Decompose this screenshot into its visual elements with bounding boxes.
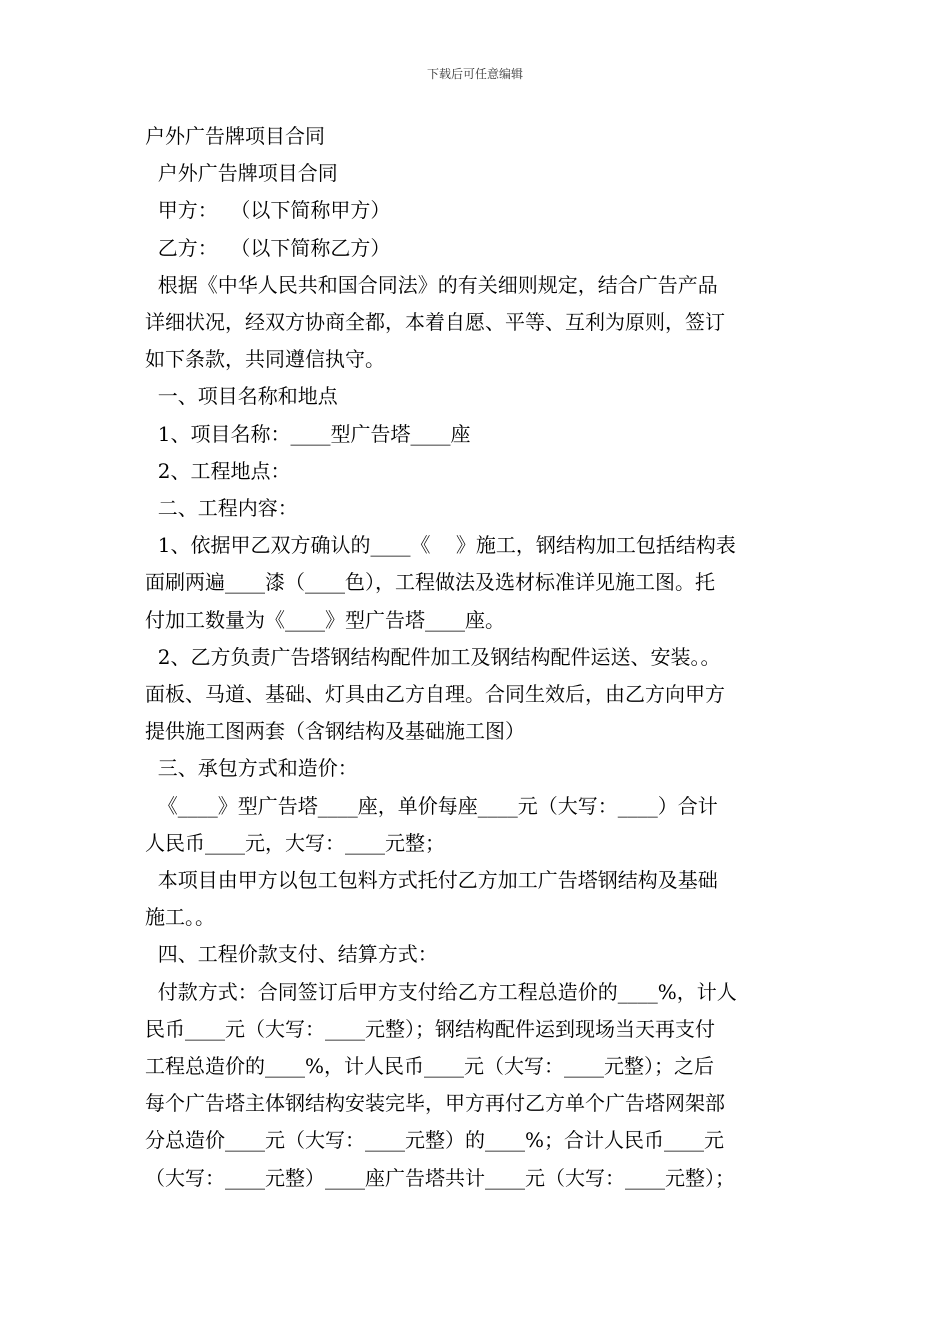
document-body — [145, 118, 810, 1197]
document-line: 1、项目名称：____型广告塔____座 — [145, 421, 471, 446]
document-line: 详细状况，经双方协商全都，本着自愿、平等、互利为原则，签订 — [145, 310, 725, 335]
document-line: 付款方式：合同签订后甲方支付给乙方工程总造价的____%，计人 — [145, 979, 737, 1004]
document-line: 面刷两遍____漆（____色），工程做法及选材标准详见施工图。托 — [145, 570, 715, 595]
document-line: 施工。。 — [145, 905, 215, 930]
document-title: 户外广告牌项目合同 — [145, 124, 325, 148]
document-line: 1、依据甲乙双方确认的____《 》施工，钢结构加工包括结构表 — [145, 533, 736, 558]
document-line: 提供施工图两套（含钢结构及基础施工图） — [145, 719, 525, 744]
document-line: 《____》型广告塔____座，单价每座____元（大写：____）合计 — [145, 793, 718, 818]
document-line: 2、乙方负责广告塔钢结构配件加工及钢结构配件运送、安装。。 — [145, 644, 721, 669]
page-header: 下载后可任意编辑 — [426, 67, 523, 81]
document-line: 本项目由甲方以包工包料方式托付乙方加工广告塔钢结构及基础 — [145, 868, 718, 893]
document-line: 2、工程地点： — [145, 458, 291, 483]
document-line: 四、工程价款支付、结算方式： — [145, 942, 438, 967]
document-line: 甲方： （以下简称甲方） — [145, 198, 391, 223]
document-line: 乙方： （以下简称乙方） — [145, 235, 391, 260]
document-line: 二、工程内容： — [145, 496, 298, 521]
document-line: 每个广告塔主体钢结构安装完毕，甲方再付乙方单个广告塔网架部 — [145, 1091, 725, 1116]
document-line: 根据《中华人民共和国合同法》的有关细则规定，结合广告产品 — [145, 272, 718, 297]
document-line: 分总造价____元（大写：____元整）的____%；合计人民币____元 — [145, 1128, 725, 1153]
document-line: 付加工数量为《____》型广告塔____座。 — [145, 607, 505, 632]
document-line: 户外广告牌项目合同 — [145, 161, 338, 186]
document-line: 民币____元（大写：____元整）；钢结构配件运到现场当天再支付 — [145, 1016, 715, 1041]
document-line: （大写：____元整）____座广告塔共计____元（大写：____元整）； — [145, 1165, 735, 1190]
document-line: 人民币____元，大写：____元整； — [145, 830, 445, 855]
document-line: 三、承包方式和造价： — [145, 756, 358, 781]
document-line: 如下条款，共同遵信执守。 — [145, 347, 385, 372]
document-line: 工程总造价的____%，计人民币____元（大写：____元整）；之后 — [145, 1054, 715, 1079]
document-line: 面板、马道、基础、灯具由乙方自理。合同生效后，由乙方向甲方 — [145, 682, 725, 707]
document-line: 一、项目名称和地点 — [145, 384, 338, 409]
